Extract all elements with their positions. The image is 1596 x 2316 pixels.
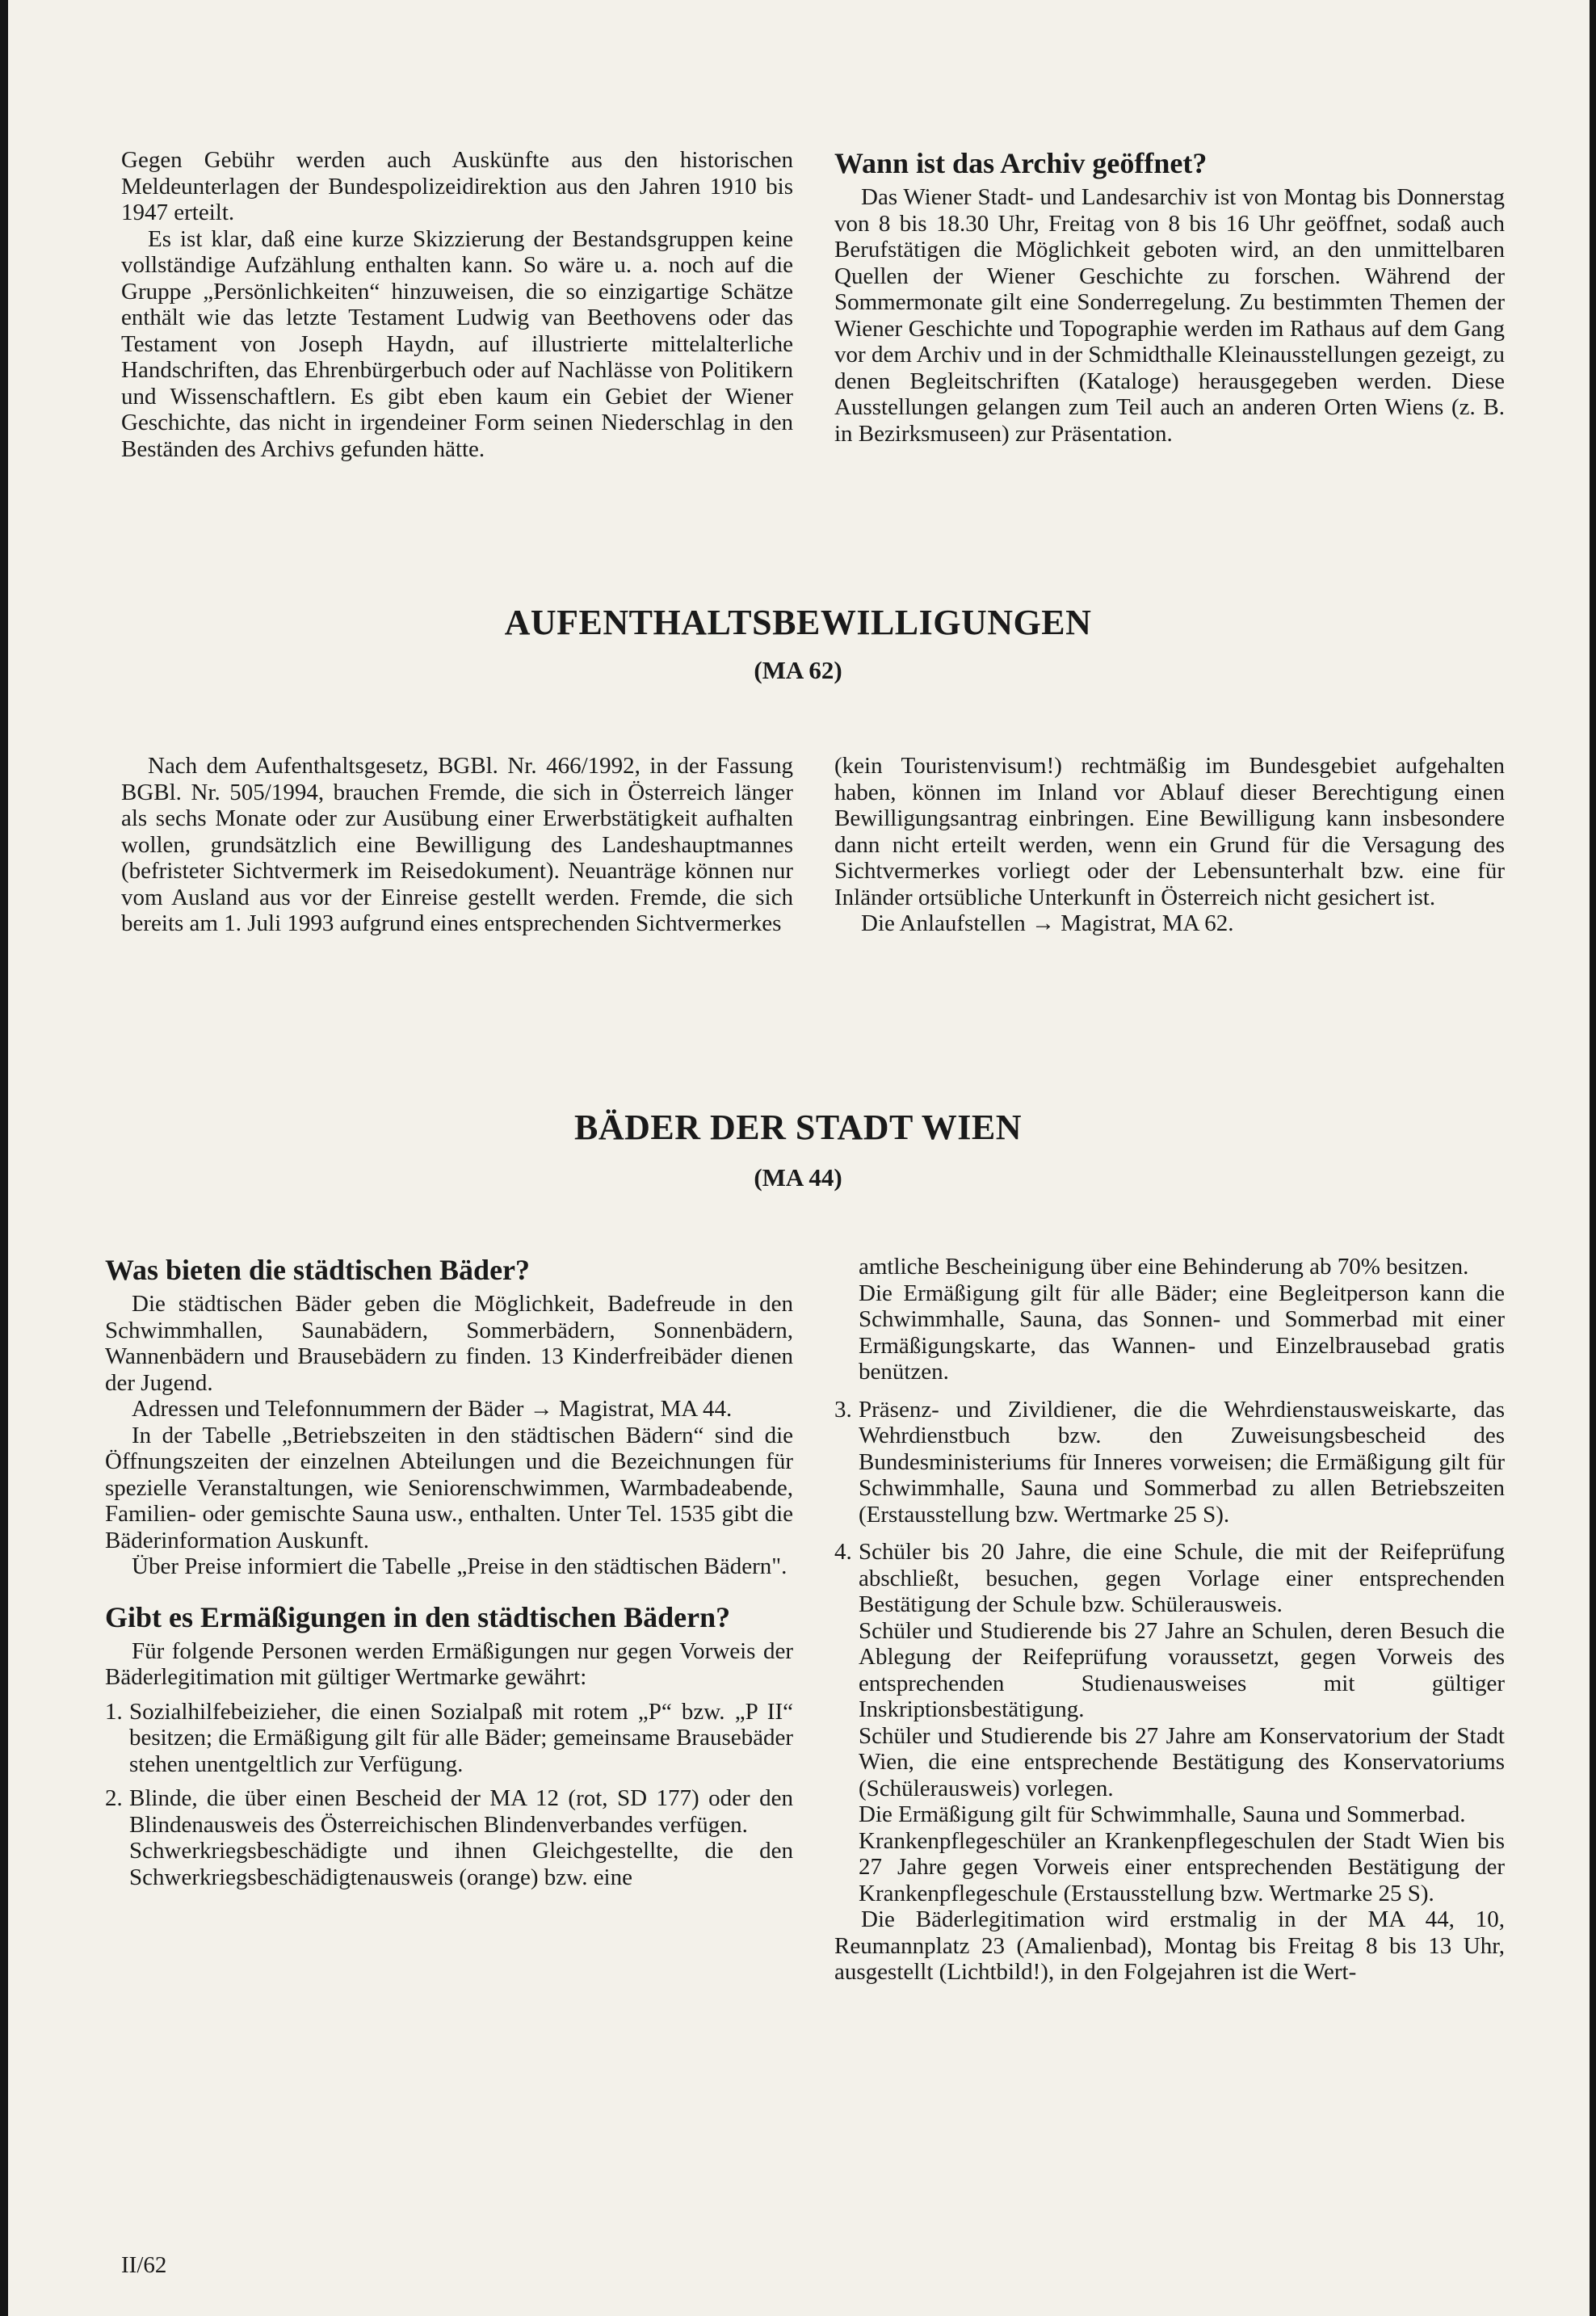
paragraph: Schüler und Studierende bis 27 Jahre am Konservatorium der Stadt Wien, die eine entsprechende Bestätigung des Konservatoriums (Schülerausweis) vorlegen. bbox=[859, 1722, 1505, 1801]
paragraph: Schwerkriegsbeschädigte und ihnen Gleichgestellte, die den Schwerkriegsbeschädigtenausweis (orange) bzw. eine bbox=[129, 1838, 793, 1890]
section-heading: Wann ist das Archiv geöffnet? bbox=[834, 147, 1208, 179]
scan-border-left bbox=[0, 0, 8, 2316]
paragraph: Das Wiener Stadt- und Landesarchiv ist von Montag bis Donnerstag von 8 bis 18.30 Uhr, Freitag von 8 bis 16 Uhr geöffnet, sodaß auch Berufstätigen die Möglichkeit geboten wird, an den unmittelbaren Quellen der Wiener Geschichte zu forschen. Während der Sommermonate gilt eine Sonderregelung. Zu bestimmten Themen der Wiener Geschichte und Topographie werden im Rathaus auf dem Gang vor dem Archiv und in der Schmidthalle Kleinausstellungen gezeigt, zu denen Begleitschriften (Kataloge) herausgegeben werden. Diese Ausstellungen gelangen zum Teil auch an anderen Orten Wiens (z. B. in Bezirksmuseen) zur Präsentation. bbox=[834, 184, 1505, 447]
list-item bbox=[834, 1397, 1505, 1528]
paragraph: Blinde, die über einen Bescheid der MA 12 (rot, SD 177) oder den Blindenausweis des Österreichischen Blindenverbandes verfügen. bbox=[129, 1785, 793, 1838]
top-right-column bbox=[834, 147, 1505, 447]
list-item-continuation bbox=[834, 1254, 1505, 1385]
paragraph: Die Bäderlegitimation wird erstmalig in der MA 44, 10, Reumannplatz 23 (Amalienbad), Montag bis Freitag 8 bis 13 Uhr, ausgestellt (Lichtbild!), in den Folgejahren ist die Wert- bbox=[834, 1906, 1505, 1985]
section-subtitle: (MA 44) bbox=[754, 1163, 842, 1192]
paragraph: Sozialhilfebeizieher, die einen Sozialpaß mit rotem „P“ bzw. „P II“ besitzen; die Ermäßigung gilt für alle Bäder; gemeinsame Brausebäder stehen unentgeltlich zur Verfügung. bbox=[129, 1698, 793, 1777]
section-title: BÄDER DER STADT WIEN bbox=[573, 1108, 1023, 1147]
paragraph: Die Anlaufstellen → Magistrat, MA 62. bbox=[861, 910, 1234, 936]
list-number: 2. bbox=[105, 1785, 123, 1811]
list-item bbox=[105, 1699, 793, 1778]
paragraph: Für folgende Personen werden Ermäßigungen nur gegen Vorweis der Bäderlegitimation mit gültiger Wertmarke gewährt: bbox=[105, 1637, 793, 1690]
list-item bbox=[834, 1539, 1505, 1906]
paragraph: Gegen Gebühr werden auch Auskünfte aus den historischen Meldeunterlagen der Bundespolizeidirektion aus den Jahren 1910 bis 1947 erteilt. bbox=[121, 147, 793, 225]
paragraph: In der Tabelle „Betriebszeiten in den städtischen Bädern“ sind die Öffnungszeiten der einzelnen Abteilungen und die Bezeichnungen für spezielle Veranstaltungen, wie Seniorenschwimmen, Warmbadeabende, Familien- oder gemischte Sauna usw., enthalten. Unter Tel. 1535 gibt die Bäderinformation Auskunft. bbox=[105, 1422, 793, 1553]
section-heading: Was bieten die städtischen Bäder? bbox=[105, 1254, 531, 1286]
list-number: 3. bbox=[834, 1396, 852, 1423]
section1-right-column bbox=[834, 753, 1505, 937]
section2-left-column bbox=[105, 1254, 793, 1890]
paragraph: Die Ermäßigung gilt für Schwimmhalle, Sauna und Sommerbad. bbox=[859, 1801, 1466, 1827]
section2-right-column bbox=[834, 1254, 1505, 1986]
paragraph: Die Ermäßigung gilt für alle Bäder; eine Begleitperson kann die Schwimmhalle, Sauna, das Sonnen- und Sommerbad mit einer Ermäßigungskarte, das Wannen- und Einzelbrausebad gratis benützen. bbox=[859, 1280, 1505, 1385]
paragraph: Schüler und Studierende bis 27 Jahre an Schulen, deren Besuch die Ablegung der Reifeprüfung voraussetzt, gegen Vorweis des entsprechenden Studienausweises mit gültiger Inskriptionsbestätigung. bbox=[859, 1617, 1505, 1722]
list-number: 1. bbox=[105, 1698, 123, 1725]
paragraph: Nach dem Aufenthaltsgesetz, BGBl. Nr. 466/1992, in der Fassung BGBl. Nr. 505/1994, brauchen Fremde, die sich in Österreich länger als sechs Monate oder zur Ausübung einer Erwerbstätigkeit aufhalten wollen, grundsätzlich eine Bewilligung des Landeshauptmannes (befristeter Sichtvermerk im Reisedokument). Neuanträge können nur vom Ausland aus vor der Einreise gestellt werden. Fremde, die sich bereits am 1. Juli 1993 aufgrund eines entsprechenden Sichtvermerkes bbox=[121, 753, 793, 936]
top-left-column bbox=[121, 147, 793, 462]
paragraph: Adressen und Telefonnummern der Bäder → Magistrat, MA 44. bbox=[132, 1396, 733, 1422]
paragraph: Über Preise informiert die Tabelle „Preise in den städtischen Bädern". bbox=[132, 1553, 788, 1579]
scan-border-right bbox=[1590, 0, 1596, 2316]
list-number: 4. bbox=[834, 1539, 852, 1565]
list-item bbox=[105, 1785, 793, 1890]
paragraph: (kein Touristenvisum!) rechtmäßig im Bundesgebiet aufgehalten haben, können im Inland vor Ablauf dieser Berechtigung einen Bewilligungsantrag einbringen. Eine Bewilligung kann insbesondere dann nicht erteilt werden, wenn ein Grund für die Versagung des Sichtvermerkes vorliegt oder der Lebensunterhalt bzw. eine für Inländer ortsübliche Unterkunft in Österreich nicht gesichert ist. bbox=[834, 753, 1505, 910]
paragraph: amtliche Bescheinigung über eine Behinderung ab 70% besitzen. bbox=[859, 1254, 1469, 1280]
paragraph: Präsenz- und Zivildiener, die die Wehrdienstausweiskarte, das Wehrdienstbuch bzw. den Zuweisungsbescheid des Bundesministeriums für Inneres vorweisen; die Ermäßigung gilt für Schwimmhalle, Sauna und Sommerbad zu allen Betriebszeiten (Erstausstellung bzw. Wertmarke 25 S). bbox=[859, 1396, 1505, 1528]
page-number: II/62 bbox=[121, 2252, 167, 2278]
paragraph: Schüler bis 20 Jahre, die eine Schule, die mit der Reifeprüfung abschließt, besuchen, gegen Vorlage einer entsprechenden Bestätigung der Schule bzw. Schülerausweis. bbox=[859, 1539, 1505, 1617]
section1-left-column bbox=[121, 753, 793, 937]
section-subtitle: (MA 62) bbox=[754, 656, 842, 684]
paragraph: Es ist klar, daß eine kurze Skizzierung der Bestandsgruppen keine vollständige Aufzählung enthalten kann. So wäre u. a. noch auf die Gruppe „Persönlichkeiten“ hinzuweisen, die so einzigartige Schätze enthält wie das letzte Testament Ludwig van Beethovens oder das Testament von Joseph Haydn, auf illustrierte mittelalterliche Handschriften, das Ehrenbürgerbuch oder auf Nachlässe von Politikern und Wissenschaftlern. Es gibt eben kaum ein Gebiet der Wiener Geschichte, das nicht in irgendeiner Form seinen Niederschlag in den Beständen des Archivs gefunden hätte. bbox=[121, 225, 793, 462]
section-heading: Gibt es Ermäßigungen in den städtischen Bädern? bbox=[105, 1600, 731, 1633]
paragraph: Die städtischen Bäder geben die Möglichkeit, Badefreude in den Schwimmhallen, Saunabädern, Sommerbädern, Sonnenbädern, Wannenbädern und Brausebädern zu finden. 13 Kinderfreibäder dienen der Jugend. bbox=[105, 1291, 793, 1396]
section-title: AUFENTHALTSBEWILLIGUNGEN bbox=[504, 603, 1092, 642]
paragraph: Krankenpflegeschüler an Krankenpflegeschulen der Stadt Wien bis 27 Jahre gegen Vorweis einer entsprechenden Bestätigung der Krankenpflegeschule (Erstausstellung bzw. Wertmarke 25 S). bbox=[859, 1827, 1505, 1906]
